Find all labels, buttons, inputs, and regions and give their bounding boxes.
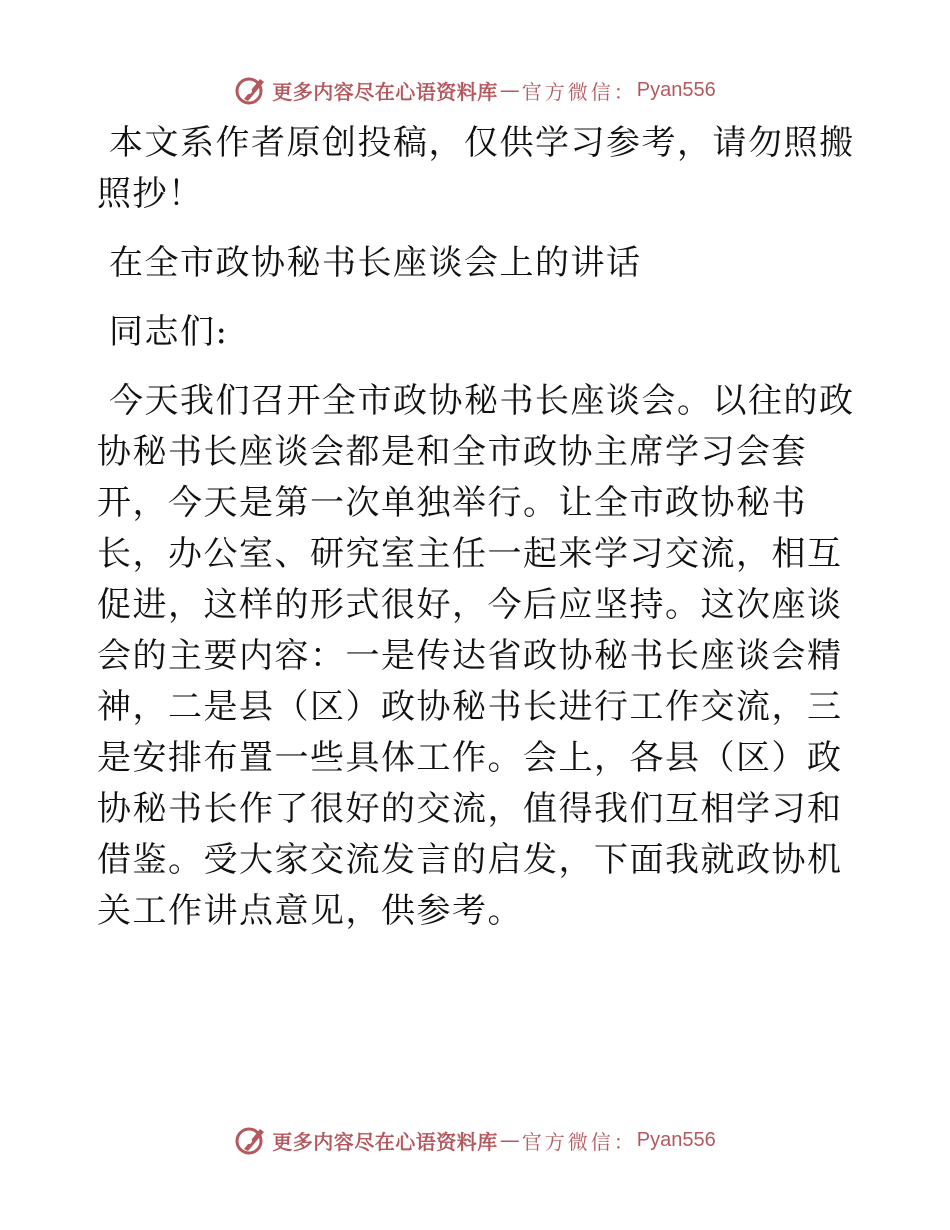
watermark-text: 更多内容尽在心语资料库 [272, 1129, 498, 1154]
pen-nib-circle-icon [234, 73, 268, 107]
watermark-text: 更多内容尽在心语资料库 [272, 79, 498, 104]
footer-watermark [0, 1120, 950, 1160]
document-body [97, 118, 857, 955]
speech-title: 在全市政协秘书长座谈会上的讲话 [109, 243, 642, 283]
watermark-wechat-id: Pyan556 [636, 78, 716, 101]
watermark-wechat-id: Pyan556 [636, 1128, 716, 1151]
body-paragraph: 今天我们召开全市政协秘书长座谈会。以往的政协秘书长座谈会都是和全市政协主席学习会套开，今天是第一次单独举行。让全市政协秘书长，办公室、研究室主任一起来学习交流，相互促进，这样的形式很好，今后应坚持。这次座谈会的主要内容：一是传达省政协秘书长座谈会精神，二是县（区）政协秘书长进行工作交流，三是安排布置一些具体工作。会上，各县（区）政协秘书长作了很好的交流，值得我们互相学习和借鉴。受大家交流发言的启发，下面我就政协机关工作讲点意见，供参考。 [97, 381, 855, 931]
pen-nib-circle-icon [234, 1123, 268, 1157]
header-watermark [0, 70, 950, 110]
watermark-official-label: 官方微信： [521, 1129, 637, 1154]
watermark-official-label: 官方微信： [521, 79, 637, 104]
watermark-separator: — [499, 78, 520, 102]
salutation: 同志们: [109, 312, 229, 352]
copyright-notice: 本文系作者原创投稿，仅供学习参考，请勿照搬照抄！ [97, 123, 855, 214]
watermark-separator: — [499, 1128, 520, 1152]
